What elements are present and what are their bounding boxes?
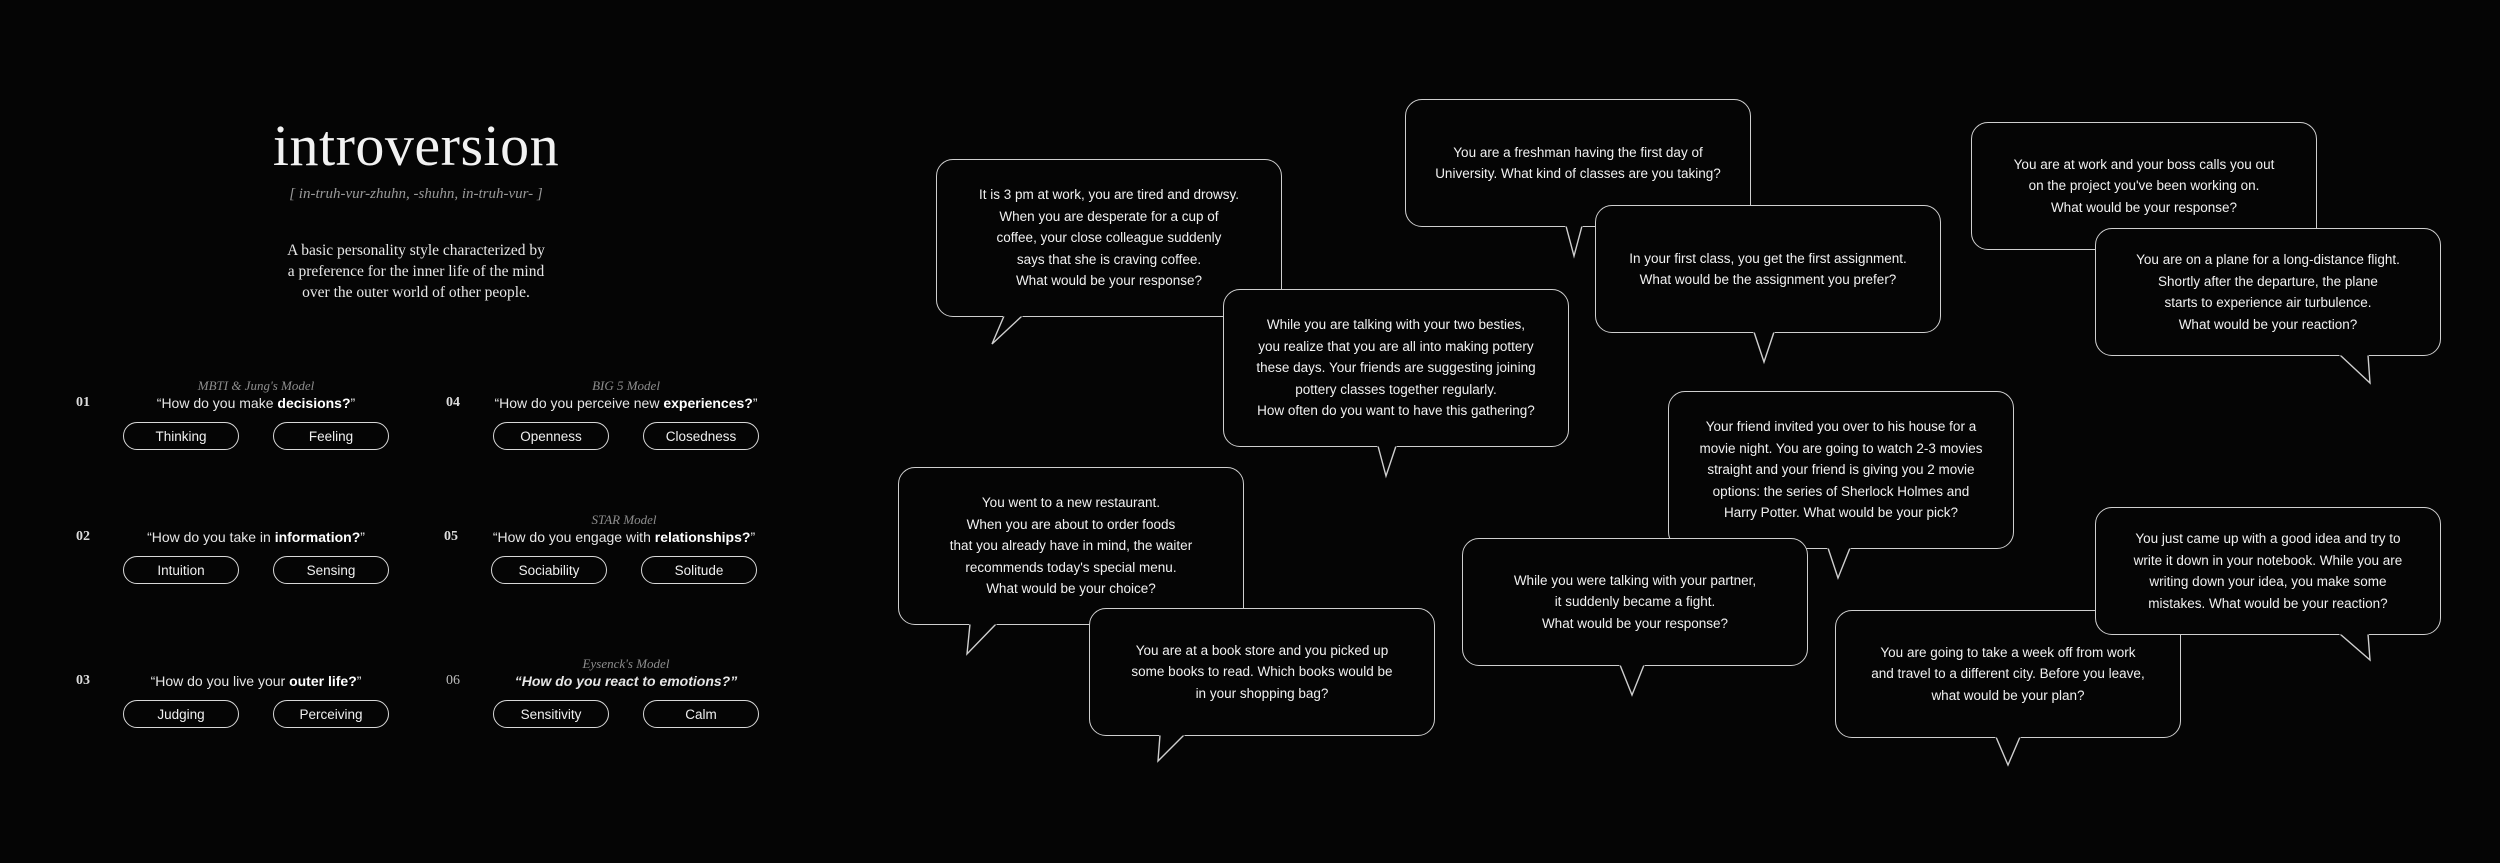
option-sociability[interactable]: Sociability — [491, 556, 607, 584]
scenario-bubble-fight: While you were talking with your partner, it suddenly became a fight. What would be your response? — [1462, 538, 1808, 666]
dimension-number: 05 — [444, 529, 458, 544]
bubble-tail — [2340, 634, 2374, 664]
option-sensing[interactable]: Sensing — [273, 556, 389, 584]
model-label: Eysenck's Model — [582, 656, 670, 671]
dimension-03 — [76, 656, 396, 766]
dimension-question: “How do you take in information?” — [147, 529, 365, 545]
dimension-number: 03 — [76, 673, 90, 688]
pronunciation: [ in-truh-vur-zhuhn, -shuhn, in-truh-vur- ] — [289, 186, 543, 202]
scenario-bubble-coffee: It is 3 pm at work, you are tired and drowsy. When you are desperate for a cup of coffee, your close colleague suddenly says that she is craving coffee. What would be your response? — [936, 159, 1282, 317]
dimension-number: 06 — [446, 673, 460, 688]
bubble-tail — [1160, 735, 1194, 765]
bubble-tail — [1378, 446, 1412, 476]
bubble-tail — [1004, 316, 1038, 346]
scenario-bubble-plane: You are on a plane for a long-distance flight. Shortly after the departure, the plane starts to experience air turbulence. What would be your reaction? — [2095, 228, 2441, 356]
dimension-05 — [444, 512, 764, 622]
scenario-bubble-freshman: You are a freshman having the first day of University. What kind of classes are you taking? — [1405, 99, 1751, 227]
bubble-tail — [1996, 737, 2030, 767]
dimension-question: “How do you live your outer life?” — [150, 673, 362, 689]
option-closedness[interactable]: Closedness — [643, 422, 759, 450]
dimension-question: “How do you make decisions?” — [156, 395, 356, 411]
scenario-bubble-assignment: In your first class, you get the first assignment. What would be the assignment you prefer? — [1595, 205, 1941, 333]
option-solitude[interactable]: Solitude — [641, 556, 757, 584]
bubble-tail — [970, 624, 1004, 654]
dimension-02 — [76, 512, 396, 622]
option-calm[interactable]: Calm — [643, 700, 759, 728]
dimension-01 — [76, 378, 396, 488]
dimension-question: “How do you react to emotions?” — [514, 673, 738, 689]
model-label: MBTI & Jung's Model — [197, 378, 315, 393]
dimension-06 — [446, 656, 766, 766]
option-perceiving[interactable]: Perceiving — [273, 700, 389, 728]
bubble-tail — [2340, 355, 2374, 385]
dimension-number: 02 — [76, 529, 90, 544]
definition: A basic personality style characterized by a preference for the inner life of the mind over the outer world of other people. — [287, 242, 545, 301]
scenario-bubble-notebook: You just came up with a good idea and try to write it down in your notebook. While you are writing down your idea, you make some mistakes. What would be your reaction? — [2095, 507, 2441, 635]
bubble-tail — [1828, 548, 1862, 578]
scenario-bubble-movie-night: Your friend invited you over to his house for a movie night. You are going to watch 2-3 movies straight and your friend is giving you 2 movie options: the series of Sherlock Holmes and Harry Potter. What would be your pick? — [1668, 391, 2014, 549]
model-label: BIG 5 Model — [592, 378, 660, 393]
dimension-number: 04 — [446, 395, 460, 410]
option-openness[interactable]: Openness — [493, 422, 609, 450]
scenario-bubble-bookstore: You are at a book store and you picked up some books to read. Which books would be in your shopping bag? — [1089, 608, 1435, 736]
option-feeling[interactable]: Feeling — [273, 422, 389, 450]
scenario-bubble-boss: You are at work and your boss calls you out on the project you've been working on. What would be your response? — [1971, 122, 2317, 250]
option-intuition[interactable]: Intuition — [123, 556, 239, 584]
option-thinking[interactable]: Thinking — [123, 422, 239, 450]
option-judging[interactable]: Judging — [123, 700, 239, 728]
bubble-tail — [1620, 665, 1654, 695]
page-title: introversion — [272, 113, 560, 178]
scenario-bubble-travel: You are going to take a week off from work and travel to a different city. Before you leave, what would be your plan? — [1835, 610, 2181, 738]
bubble-tail — [1754, 332, 1788, 362]
dimension-number: 01 — [76, 395, 90, 410]
dimension-04 — [446, 378, 766, 488]
dimension-question: “How do you engage with relationships?” — [492, 529, 756, 545]
scenario-bubble-pottery: While you are talking with your two besties, you realize that you are all into making pottery these days. Your friends are suggesting joining pottery classes together regularly. How often do you want to have this gathering? — [1223, 289, 1569, 447]
scenario-bubble-restaurant: You went to a new restaurant. When you are about to order foods that you already have in mind, the waiter recommends today's special menu. What would be your choice? — [898, 467, 1244, 625]
model-label: STAR Model — [591, 512, 657, 527]
option-sensitivity[interactable]: Sensitivity — [493, 700, 609, 728]
dimension-question: “How do you perceive new experiences?” — [494, 395, 758, 411]
